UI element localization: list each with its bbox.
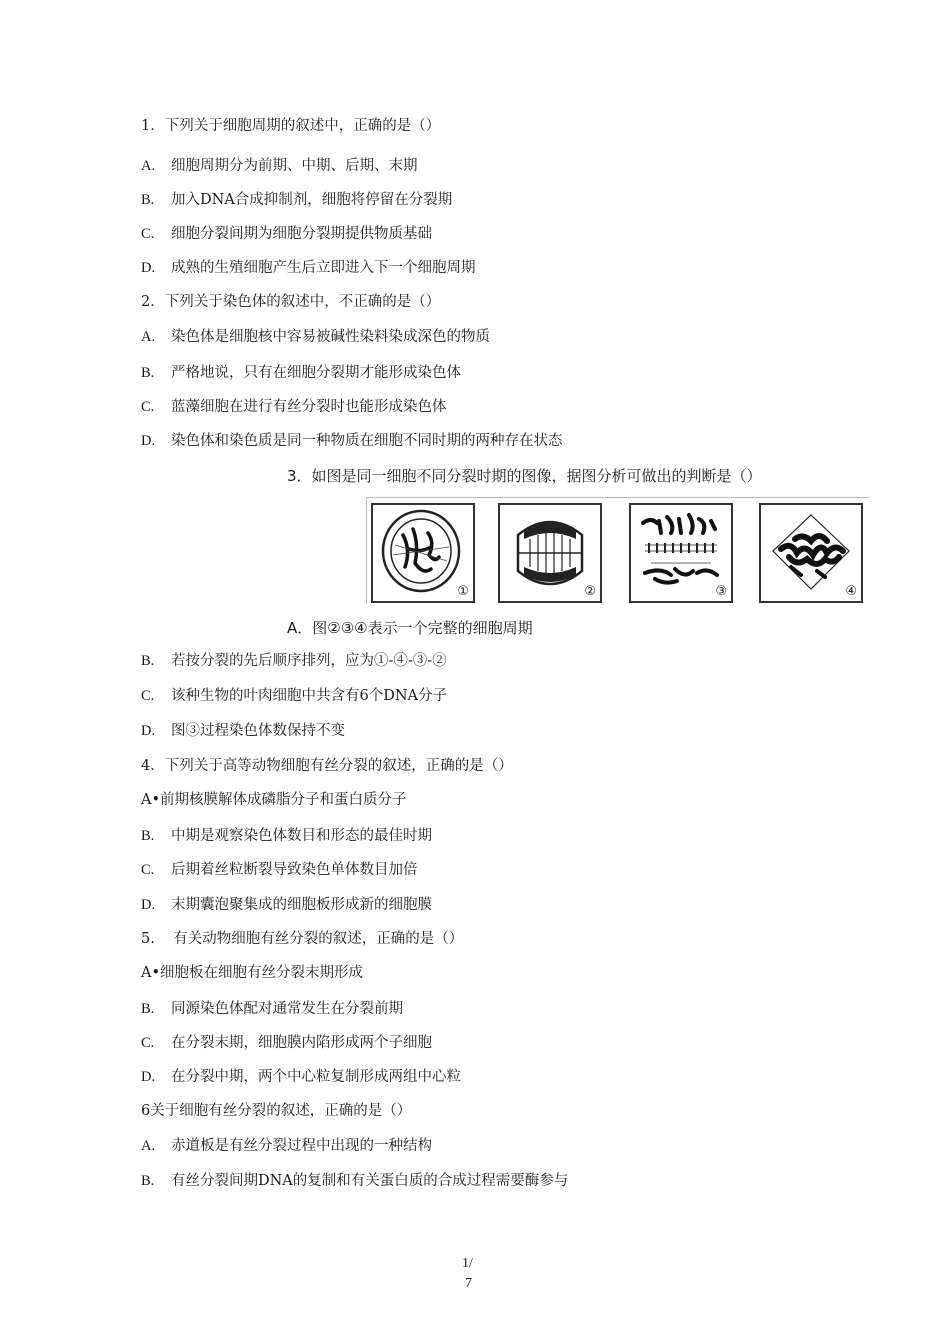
q4-option-c bbox=[141, 860, 418, 880]
cell-label-4: ④ bbox=[845, 584, 857, 599]
option-letter: B. bbox=[141, 192, 155, 208]
q3-option-b bbox=[141, 651, 447, 671]
q2-stem: 2．下列关于染色体的叙述中，不正确的是（） bbox=[141, 294, 441, 310]
q3-option-d bbox=[141, 721, 345, 741]
q4-stem: 4．下列关于高等动物细胞有丝分裂的叙述，正确的是（） bbox=[141, 758, 513, 774]
option-letter: B. bbox=[141, 1173, 155, 1189]
option-text: 中期是观察染色体数目和形态的最佳时期 bbox=[171, 828, 432, 844]
option-letter: B. bbox=[141, 1001, 155, 1017]
option-letter: C. bbox=[141, 226, 155, 242]
q2-option-b bbox=[141, 363, 461, 383]
option-letter: C. bbox=[141, 399, 155, 415]
q5-option-a: A•细胞板在细胞有丝分裂末期形成 bbox=[141, 965, 364, 981]
q2-option-d bbox=[141, 431, 563, 451]
option-letter: C. bbox=[141, 862, 155, 878]
option-letter: B. bbox=[141, 365, 155, 381]
page-number-top: 1/ bbox=[462, 1256, 473, 1271]
option-text: 加入DNA合成抑制剂，细胞将停留在分裂期 bbox=[171, 192, 453, 208]
q1-option-b bbox=[141, 190, 452, 210]
q1-stem: 1．下列关于细胞周期的叙述中，正确的是（） bbox=[141, 118, 441, 134]
q5-option-d bbox=[141, 1067, 461, 1087]
option-letter: B. bbox=[141, 653, 155, 669]
option-text: 末期囊泡聚集成的细胞板形成新的细胞膜 bbox=[171, 897, 432, 913]
page-number-total: 7 bbox=[465, 1276, 472, 1291]
option-text: 有丝分裂间期DNA的复制和有关蛋白质的合成过程需要酶参与 bbox=[171, 1173, 569, 1189]
option-text: 成熟的生殖细胞产生后立即进入下一个细胞周期 bbox=[171, 260, 476, 276]
option-letter: D. bbox=[141, 723, 156, 739]
option-letter: A. bbox=[141, 1138, 156, 1154]
q2-option-a bbox=[141, 327, 490, 347]
option-letter: B. bbox=[141, 828, 155, 844]
q3-option-a: A．图②③④表示一个完整的细胞周期 bbox=[287, 619, 533, 637]
cell-label-2: ② bbox=[584, 584, 596, 599]
q3-stem: 3．如图是同一细胞不同分裂时期的图像，据图分析可做出的判断是（） bbox=[287, 467, 762, 485]
q3-option-c bbox=[141, 686, 447, 706]
option-letter: D. bbox=[141, 260, 156, 276]
option-letter: C. bbox=[141, 1035, 155, 1051]
cell-label-1: ① bbox=[457, 584, 469, 599]
option-text: 在分裂末期，细胞膜内陷形成两个子细胞 bbox=[171, 1035, 432, 1051]
q6-option-a bbox=[141, 1136, 432, 1156]
q1-option-a bbox=[141, 156, 418, 176]
cell-label-3: ③ bbox=[715, 584, 727, 599]
q6-stem: 6关于细胞有丝分裂的叙述，正确的是（） bbox=[141, 1103, 412, 1119]
option-text: 蓝藻细胞在进行有丝分裂时也能形成染色体 bbox=[171, 399, 447, 415]
option-text: 赤道板是有丝分裂过程中出现的一种结构 bbox=[171, 1138, 432, 1154]
option-letter: D. bbox=[141, 897, 156, 913]
option-text: 同源染色体配对通常发生在分裂前期 bbox=[171, 1001, 403, 1017]
q2-option-c bbox=[141, 397, 447, 417]
option-text: 该种生物的叶肉细胞中共含有6个DNA分子 bbox=[171, 688, 448, 704]
q6-option-b bbox=[141, 1171, 568, 1191]
option-text: 细胞周期分为前期、中期、后期、末期 bbox=[171, 158, 418, 174]
option-text: 严格地说，只有在细胞分裂期才能形成染色体 bbox=[171, 365, 461, 381]
cell-division-figure bbox=[366, 497, 869, 604]
q4-option-b bbox=[141, 826, 432, 846]
option-letter: C. bbox=[141, 688, 155, 704]
q5-stem: 5. 有关动物细胞有丝分裂的叙述，正确的是（） bbox=[141, 931, 464, 947]
q4-option-d bbox=[141, 895, 432, 915]
option-letter: A. bbox=[141, 329, 156, 345]
option-letter: A. bbox=[141, 158, 156, 174]
option-text: 若按分裂的先后顺序排列，应为①-④-③-② bbox=[171, 653, 447, 669]
cell-image-4 bbox=[759, 503, 863, 603]
q5-option-b bbox=[141, 999, 403, 1019]
q1-option-c bbox=[141, 224, 432, 244]
option-letter: D. bbox=[141, 1069, 156, 1085]
option-text: 在分裂中期，两个中心粒复制形成两组中心粒 bbox=[171, 1069, 461, 1085]
option-text: 后期着丝粒断裂导致染色单体数目加倍 bbox=[171, 862, 418, 878]
option-text: 图③过程染色体数保持不变 bbox=[171, 723, 345, 739]
cell-image-1 bbox=[371, 503, 475, 603]
option-text: 细胞分裂间期为细胞分裂期提供物质基础 bbox=[171, 226, 432, 242]
cell-image-2 bbox=[498, 503, 602, 603]
option-text: 染色体是细胞核中容易被碱性染料染成深色的物质 bbox=[171, 329, 490, 345]
cell-image-3 bbox=[629, 503, 733, 603]
q4-option-a: A•前期核膜解体成磷脂分子和蛋白质分子 bbox=[141, 792, 407, 808]
option-letter: D. bbox=[141, 433, 156, 449]
option-text: 染色体和染色质是同一种物质在细胞不同时期的两种存在状态 bbox=[171, 433, 563, 449]
q5-option-c bbox=[141, 1033, 432, 1053]
q1-option-d bbox=[141, 258, 476, 278]
